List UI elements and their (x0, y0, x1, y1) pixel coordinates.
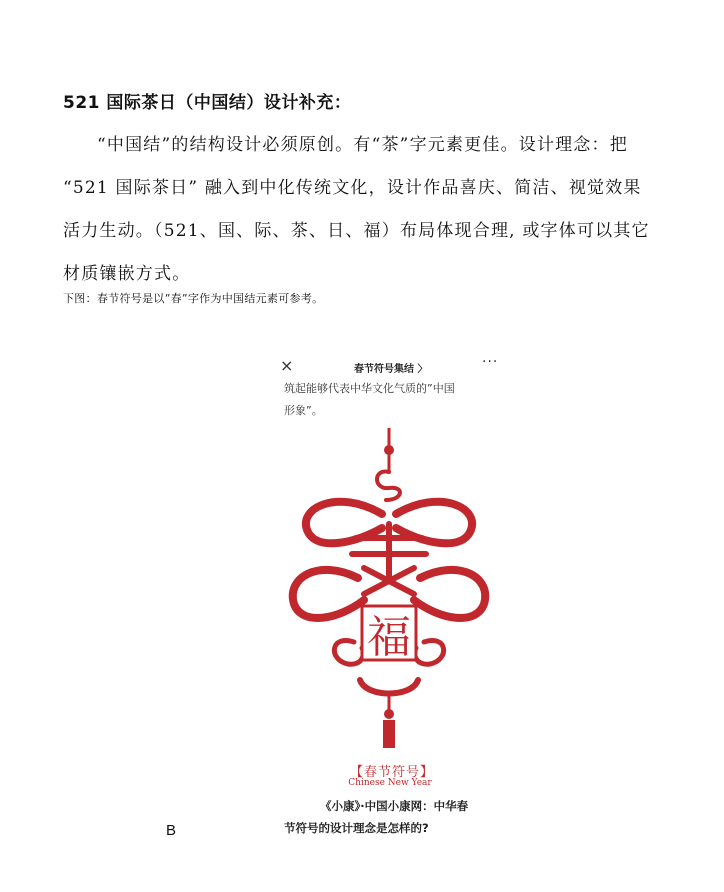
knot-lower-left-loop (334, 640, 363, 664)
knot-right-wing (414, 570, 485, 618)
fu-character: 福 (367, 612, 411, 663)
knot-top-loop (377, 472, 400, 500)
paragraph-line: “521 国际茶日” 融入到中化传统文化，设计作品喜庆、简洁、视觉效果 (63, 178, 642, 198)
knot-left-wing (293, 570, 364, 618)
spring-symbol-label-en: Chinese New Year (348, 778, 432, 788)
intro-text (284, 378, 494, 422)
collection-title[interactable]: 春节符号集结 〉 (354, 364, 428, 375)
article-title[interactable] (284, 795, 500, 839)
knot-lower-right-loop (415, 640, 444, 664)
screenshot-topbar (278, 354, 500, 376)
knot-top-bead (384, 445, 394, 455)
intro-line: 形象”。 (284, 404, 323, 417)
close-icon[interactable]: × (280, 356, 294, 375)
intro-line: 筑起能够代表中华文化气质的”中国 (284, 382, 455, 395)
doc-paragraph (63, 124, 669, 296)
paragraph-line: 活力生动。（521、国、际、茶、日、福）布局体现合理, 或字体可以其它 (63, 221, 650, 241)
spring-symbol-label: 【春节符号】 (350, 765, 435, 780)
embedded-screenshot (278, 350, 500, 850)
paragraph-line: “中国结”的结构设计必须原创。有“茶”字元素更佳。设计理念：把 (97, 135, 628, 155)
knot-tassel (383, 720, 395, 748)
doc-heading: 521 国际茶日（中国结）设计补充： (63, 93, 352, 113)
reference-caption: 下图：春节符号是以”春”字作为中国结元素可参考。 (63, 292, 324, 305)
option-marker: B (166, 822, 177, 839)
article-title-line: 《小康》·中国小康网：中华春 (320, 799, 469, 813)
more-icon[interactable]: ··· (482, 354, 499, 370)
chinese-knot-illustration (278, 428, 500, 748)
paragraph-line: 材质镶嵌方式。 (63, 264, 191, 284)
article-title-line: 节符号的设计理念是怎样的? (284, 821, 429, 835)
knot-bottom-bead (384, 709, 394, 719)
knot-bottom-bowl (360, 680, 418, 694)
